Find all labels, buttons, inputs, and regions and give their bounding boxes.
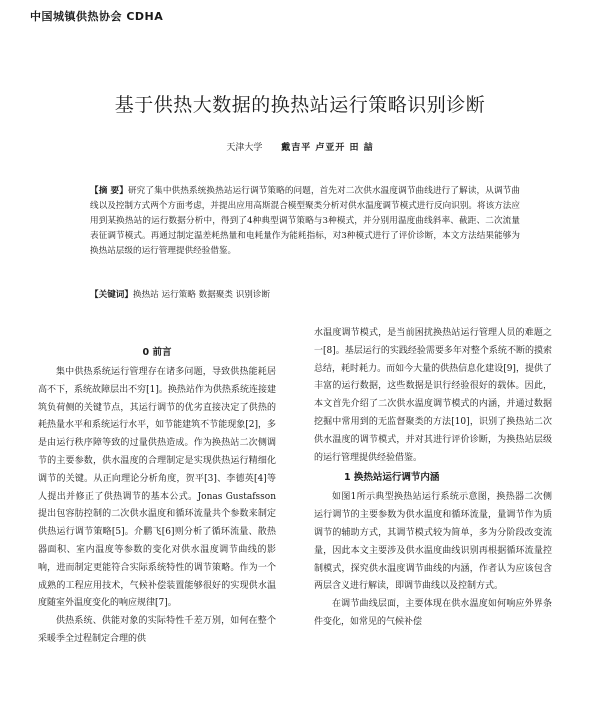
paper-title: 基于供热大数据的换热站运行策略识别诊断 [114,94,486,116]
paragraph: 水温度调节模式，是当前困扰换热站运行管理人员的难题之一[8]。基层运行的实践经验需要多年对整个系统不断的摸索总结，耗时耗力。而如今大量的供热信息化建设[9]，提供了丰富的运行数据，这些数据是识行经验很好的载体。因此，本文首先介绍了二次供水温度调节模式的内涵，并通过数据挖掘中常用到的无监督聚类的方法[10]，识别了换热站二次供水温度的调节模式，并对其进行评价诊断，为换热站层级的运行管理提供经验借鉴。 [314,328,552,463]
abstract-text: 研究了集中供热系统换热站运行调节策略的问题，首先对二次供水温度调节曲线进行了解读，从调节曲线以及控制方式两个方面考虑，并提出应用高斯混合模型聚类分析对供水温度调节模式进行反向识别。将该方法应用到某换热站的运行数据分析中，得到了4种典型调节策略与3种模式，并分别用温度曲线斜率、截距、二次流量表征调节模式。再通过制定温差耗热量和电耗量作为能耗指标，对3种模式进行了评价诊断，本文方法结果能够为换热站层级的运行管理提供经验借鉴。 [90,186,520,256]
keywords-label: 【关键词】 [90,290,133,300]
left-column [38,344,276,649]
publisher-header: 中国城镇供热协会 CDHA [30,10,164,23]
abstract [90,184,520,259]
paragraph: 如图1所示典型换热站运行系统示意图，换热器二次侧运行调节的主要参数为供水温度和循环流量，量调节作为质调节的辅助方式，其调节模式较为简单，多为分阶段改变流量，因此本文主要涉及供水温度曲线识别再根据循环流量控制模式，探究供水温度调节曲线的内涵，作者认为应该包含两层含义进行解读，即调节曲线以及控制方式。 [314,492,552,592]
paragraph: 集中供热系统运行管理存在诸多问题，导致供热能耗居高不下，系统故障层出不穷[1]。换热站作为供热系统连接建筑负荷侧的关键节点，其运行调节的优劣直接决定了供热的耗热量水平和系统运行水平，如节能建筑不节能现象[2]，多是由运行秩序障等致的过量供热造成。作为换热站二次侧调节的主要参数，供水温度的合理制定是实现供热运行精细化调节的关键。从正向理论分析角度，贺平[3]、李德英[4]等人提出并修正了供热调节的基本公式。Jonas Gustafsson提出包容肪控制的二次供水温度和循环流量共个参数来制定供热运行调节策略[5]。介鹏飞[6]则分析了循环流量、散热器面积、室内温度等参数的变化对供水温度调节曲线的影响，进而制定更能符合实际系统特性的调节策略。作为一个成熟的工程应用技术，气候补偿装置能够很好的实现供水温度随室外温度变化的响应规律[7]。 [38,367,276,609]
keywords-text: 换热站 运行策略 数据聚类 识别诊断 [132,290,271,300]
section-heading-1: 1 换热站运行调节内涵 [344,472,440,484]
abstract-label: 【摘 要】 [90,186,128,196]
section-heading-0: 0 前言 [142,347,172,358]
author-line [0,140,600,153]
paragraph: 供热系统、供能对象的实际特性千差万别，如何在整个采暖季全过程制定合理的供 [38,616,276,644]
affiliation: 天津大学 [226,143,263,153]
paragraph: 在调节曲线层面，主要体现在供水温度如何响应外界条件变化，如常见的气候补偿 [314,599,552,627]
right-column [314,325,552,632]
author-names: 戴吉平 卢亚开 田 喆 [281,143,374,153]
keywords [90,289,520,302]
